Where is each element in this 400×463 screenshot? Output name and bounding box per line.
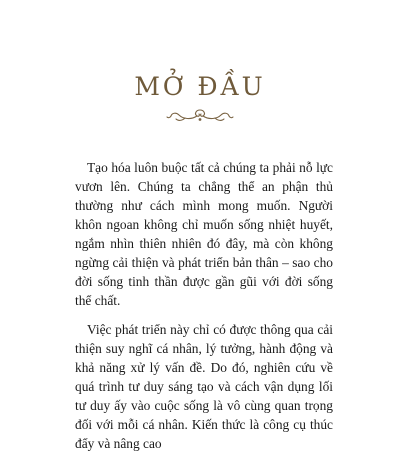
paragraph: Việc phát triển này chỉ có được thông qua cải thiện suy nghĩ cá nhân, lý tưởng, hành động và khả năng xử lý vấn đề. Do đó, nghiên cứu về quá trình tư duy sáng tạo và cách vận dụng lối tư duy ấy vào cuộc sống là vô cùng quan trọng đối với mỗi cá nhân. Kiến thức là công cụ thúc đẩy và nâng cao xyxy=(75,322,333,451)
floral-divider-icon xyxy=(155,106,245,124)
paragraph: Tạo hóa luôn buộc tất cả chúng ta phải nỗ lực vươn lên. Chúng ta chẳng thể an phận thủ thường như cách mình mong muốn. Người khôn ngoan không chỉ muốn sống nhiệt huyết, ngắm nhìn thiên nhiên đó đây, mà còn không ngừng cải thiện và phát triển bản thân – sao cho đời sống tinh thần được gần gũi với đời sống thể chất. xyxy=(75,160,333,308)
chapter-title: MỞ ĐẦU xyxy=(134,72,266,101)
body-text xyxy=(75,158,333,463)
